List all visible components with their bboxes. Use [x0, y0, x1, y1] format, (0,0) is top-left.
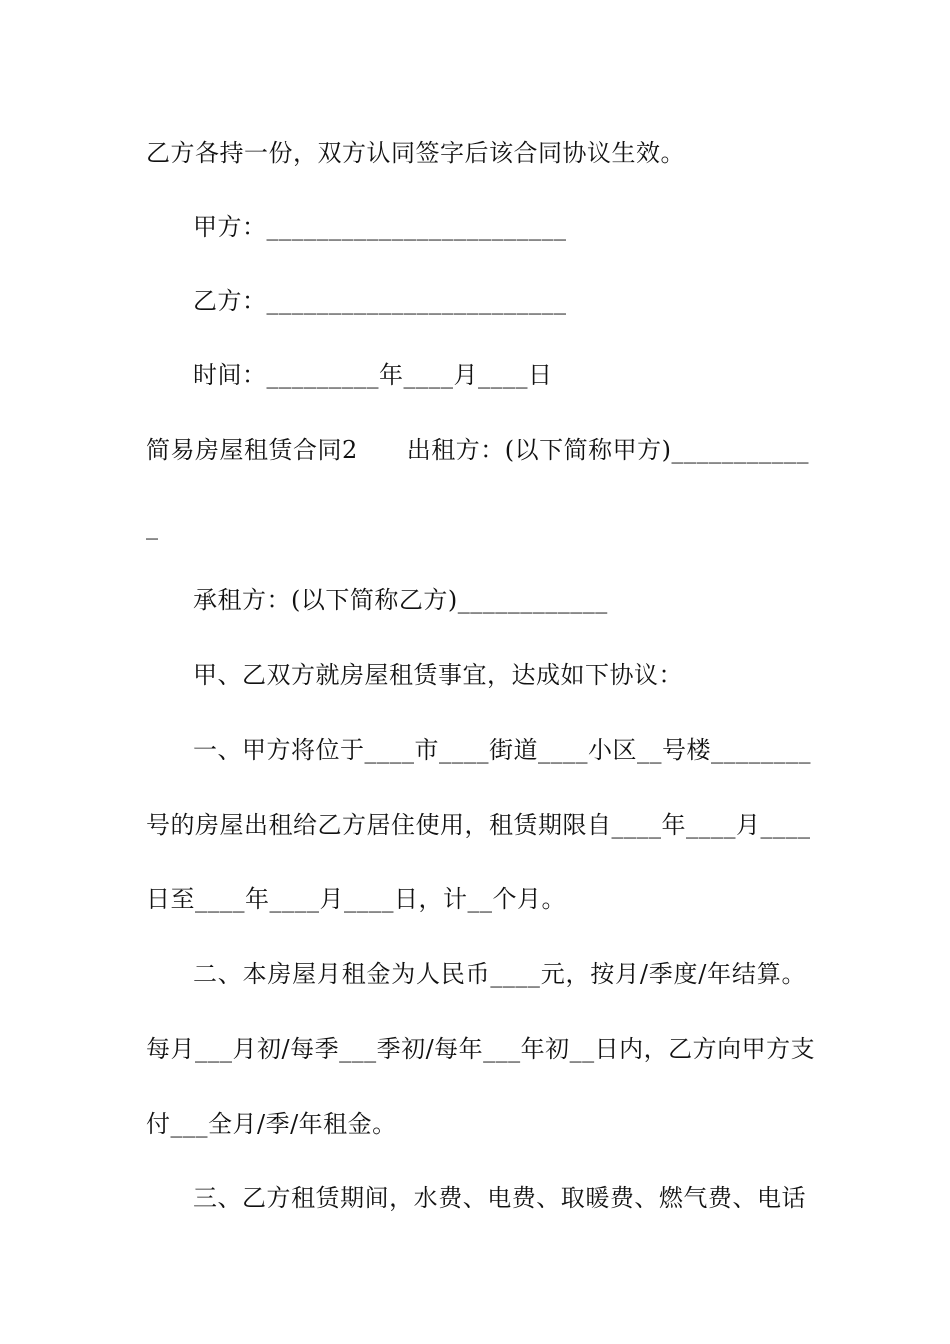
- clause-two-line-1: 二、本房屋月租金为人民币____元，按月/季度/年结算。: [193, 960, 806, 988]
- clause-two-line-3: 付___全月/季/年租金。: [146, 1110, 397, 1138]
- clause-one-line-2: 号的房屋出租给乙方居住使用，租赁期限自____年____月____: [146, 811, 811, 839]
- clause-one-line-1: 一、甲方将位于____市____街道____小区__号楼________: [193, 736, 811, 764]
- lessor-blank-continuation: _: [146, 512, 159, 540]
- clause-three-line-1: 三、乙方租赁期间，水费、电费、取暖费、燃气费、电话: [193, 1184, 806, 1212]
- party-a-signature-line: 甲方：________________________: [193, 213, 567, 241]
- agreement-intro-line: 甲、乙双方就房屋租赁事宜，达成如下协议：: [193, 661, 683, 689]
- clause-two-line-2: 每月___月初/每季___季初/每年___年初__日内，乙方向甲方支: [146, 1035, 816, 1063]
- date-line: 时间：_________年____月____日: [193, 361, 553, 389]
- lessee-line: 承租方：(以下简称乙方)____________: [193, 586, 608, 614]
- party-b-signature-line: 乙方：________________________: [193, 287, 567, 315]
- contract-title-lessor-line: 简易房屋租赁合同2 出租方：(以下简称甲方)___________: [146, 436, 809, 464]
- clause-one-line-3: 日至____年____月____日，计__个月。: [146, 885, 566, 913]
- contract-closing-line: 乙方各持一份，双方认同签字后该合同协议生效。: [146, 139, 685, 167]
